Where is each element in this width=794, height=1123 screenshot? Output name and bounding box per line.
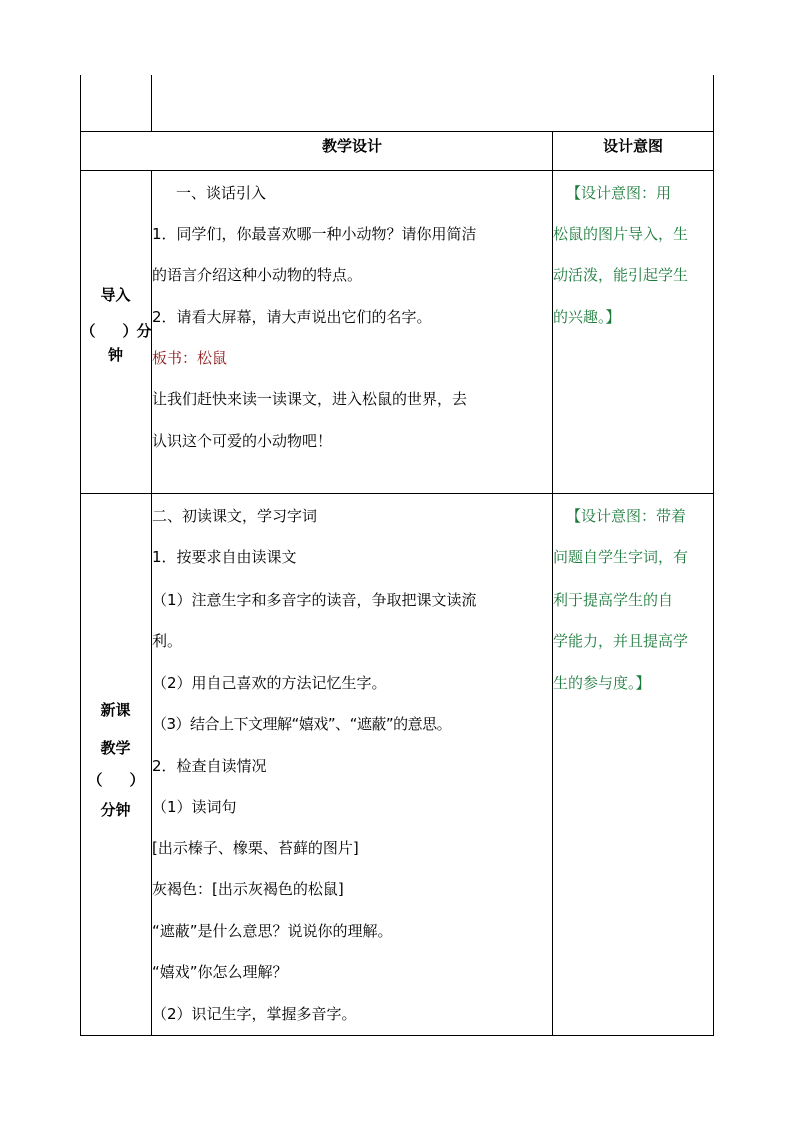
newlesson-content-line: 利。 [152, 632, 183, 650]
newlesson-content-line: （2）用自己喜欢的方法记忆生字。 [152, 674, 387, 692]
header-intent: 设计意图 [602, 137, 663, 155]
newlesson-intent-line: 学能力，并且提高学 [553, 632, 689, 650]
board-writing: 板书：松鼠 [152, 349, 228, 367]
intro-content-line: 一、谈话引入 [176, 184, 267, 202]
intro-intent-line: 动活泼，能引起学生 [553, 266, 689, 284]
newlesson-content-line: （3）结合上下文理解“嬉戏”、“遮蔽”的意思。 [152, 715, 452, 733]
grid-line [151, 75, 152, 131]
newlesson-content-line: 1．按要求自由读课文 [152, 548, 297, 566]
intro-intent-line: 【设计意图：用 [566, 184, 672, 202]
intro-label-line: （ ）分 [80, 322, 151, 340]
intro-content-line: 1．同学们，你最喜欢哪一种小动物？请你用简洁 [152, 225, 477, 243]
newlesson-content-line: “嬉戏”你怎么理解？ [152, 963, 288, 981]
newlesson-intent-line: 利于提高学生的自 [553, 591, 674, 609]
grid-line [80, 493, 714, 494]
newlesson-label-line: 教学 [100, 739, 131, 757]
newlesson-intent-line: 问题自学生字词，有 [553, 548, 689, 566]
newlesson-intent-line: 生的参与度。】 [553, 674, 651, 692]
newlesson-content-line: （1）读词句 [152, 798, 237, 816]
intro-intent-line: 松鼠的图片导入，生 [553, 225, 689, 243]
intro-label-line: 导入 [100, 286, 131, 304]
newlesson-content-line: “遮蔽”是什么意思？说说你的理解。 [152, 922, 393, 940]
intro-intent-line: 的兴趣。】 [553, 308, 621, 326]
grid-line [713, 75, 714, 1036]
grid-line [80, 131, 714, 132]
newlesson-label-line: 新课 [100, 701, 131, 719]
grid-line [80, 170, 714, 171]
newlesson-content-line: [出示榛子、橡栗、苔藓的图片] [152, 839, 359, 857]
newlesson-label-line: （ ） [87, 771, 144, 789]
grid-line [80, 75, 81, 1036]
newlesson-content-line: 二、初读课文，学习字词 [152, 507, 318, 525]
newlesson-content-line: 2．检查自读情况 [152, 757, 267, 775]
intro-content-line: 认识这个可爱的小动物吧！ [152, 432, 333, 450]
grid-line [80, 1035, 714, 1036]
intro-label-line: 钟 [107, 346, 123, 364]
intro-content-line: 让我们赶快来读一读课文，进入松鼠的世界，去 [152, 390, 468, 408]
newlesson-content-line: （1）注意生字和多音字的读音，争取把课文读流 [152, 591, 477, 609]
intro-content-line: 的语言介绍这种小动物的特点。 [152, 266, 363, 284]
header-design: 教学设计 [321, 137, 382, 155]
newlesson-intent-line: 【设计意图：带着 [566, 507, 687, 525]
intro-content-line: 2．请看大屏幕，请大声说出它们的名字。 [152, 308, 432, 326]
newlesson-content-line: （2）识记生字，掌握多音字。 [152, 1005, 357, 1023]
newlesson-label-line: 分钟 [100, 801, 131, 819]
newlesson-content-line: 灰褐色：[出示灰褐色的松鼠] [152, 880, 344, 898]
